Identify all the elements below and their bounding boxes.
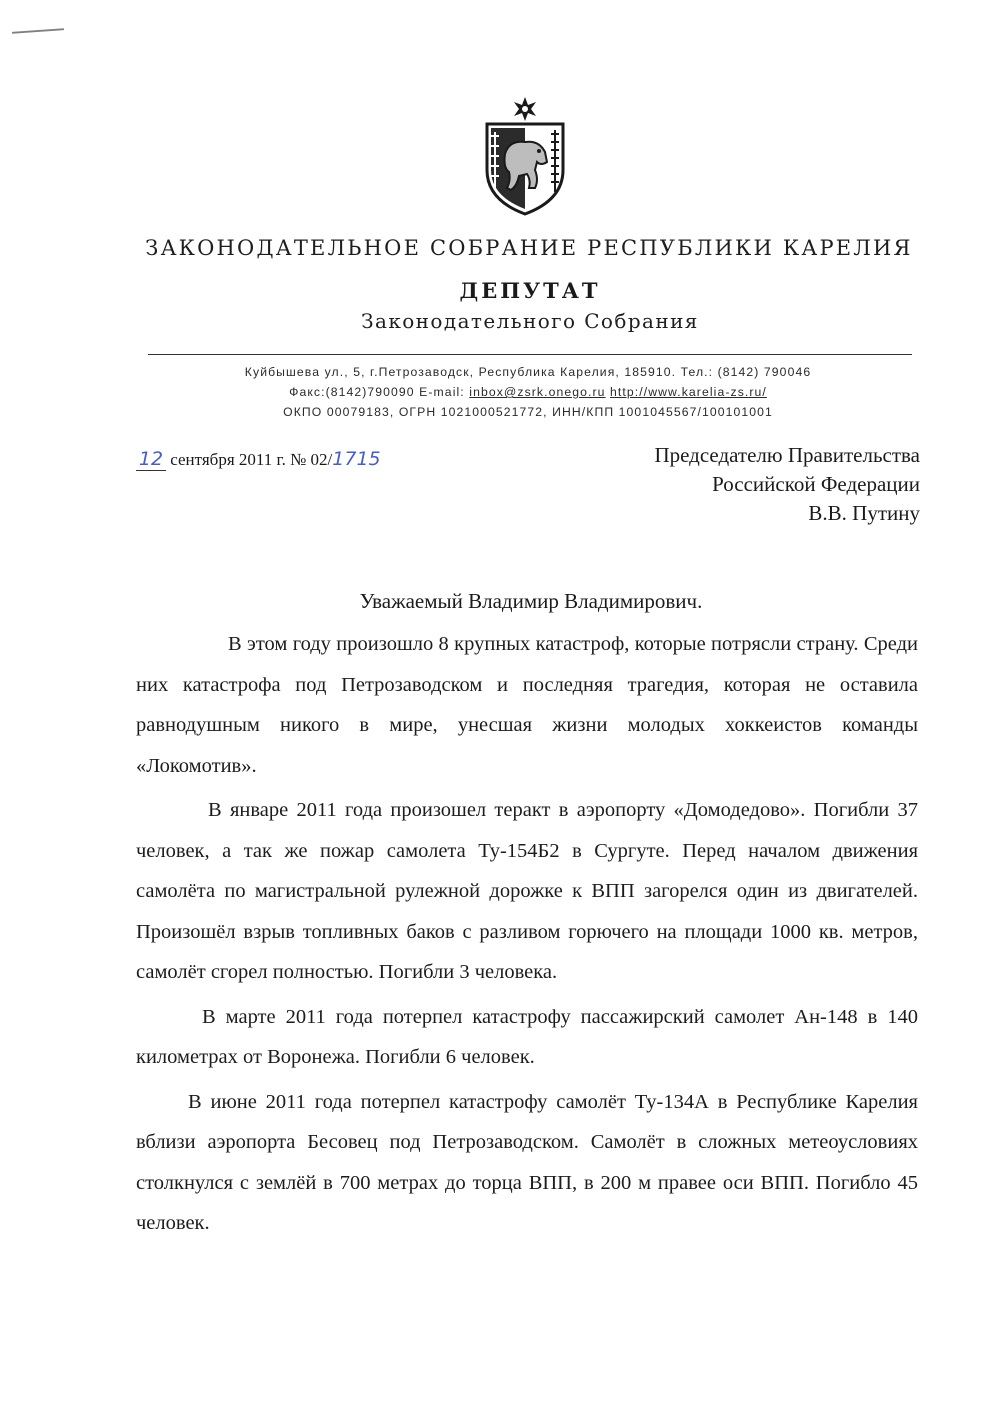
organization-name: ЗАКОНОДАТЕЛЬНОЕ СОБРАНИЕ РЕСПУБЛИКИ КАРЕЛИЯ [145, 236, 913, 260]
letter-body [136, 624, 918, 1244]
address-line: Куйбышева ул., 5, г.Петрозаводск, Республика Карелия, 185910. Тел.: (8142) 790046 [244, 365, 812, 379]
email-link[interactable]: inbox@zsrk.onego.ru [469, 385, 606, 399]
karelia-coat-of-arms-icon [469, 96, 581, 216]
scan-artifact-mark [12, 28, 64, 34]
handwritten-number: 1715 [332, 448, 381, 470]
paragraph: В январе 2011 года произошел теракт в аэропорту «Домодедово». Погибли 37 человек, а так же пожар самолета Ту-154Б2 в Сургуте. Перед началом движения самолёта по магистральной рулежной дорожке к ВПП загорелся один из двигателей. Произошёл взрыв топливных баков с разливом горючего на площади 1000 кв. метров, самолёт сгорел полностью. Погибли 3 человека. [136, 799, 918, 983]
contact-block [0, 362, 992, 422]
letter-date [136, 448, 381, 471]
header-divider [148, 354, 912, 355]
handwritten-day: 12 [136, 448, 166, 471]
paragraph: В июне 2011 года потерпел катастрофу самолёт Ту-134А в Республике Карелия вблизи аэропорта Бесовец под Петрозаводском. Самолёт в сложных метеоусловиях столкнулся с землёй в 700 метрах до торца ВПП, в 200 м правее оси ВПП. Погибло 45 человек. [136, 1090, 918, 1234]
fax-email-line [0, 382, 992, 402]
paragraph: В этом году произошло 8 крупных катастроф, которые потрясли страну. Среди них катастрофа под Петрозаводском и последняя трагедия, которая не оставила равнодушным никого в мире, унесшая жизни молодых хоккеистов команды «Локомотив». [136, 633, 918, 777]
deputy-title: ДЕПУТАТ [459, 278, 601, 303]
addressee-block [654, 441, 920, 528]
deputy-subtitle: Законодательного Собрания [361, 309, 699, 333]
addressee-line: Российской Федерации [712, 472, 920, 496]
paragraph: В марте 2011 года потерпел катастрофу пассажирский самолет Ан-148 в 140 километрах от Воронежа. Погибли 6 человек. [136, 1005, 918, 1068]
addressee-line: Председателю Правительства [654, 443, 920, 467]
registration-line: ОКПО 00079183, ОГРН 1021000521772, ИНН/КПП 1001045567/100101001 [283, 405, 773, 419]
date-text: сентября 2011 г. № 02/ [166, 450, 333, 469]
website-link[interactable]: http://www.karelia-zs.ru/ [610, 385, 767, 399]
fax-email-label: Факс:(8142)790090 E-mail: [289, 385, 470, 399]
salutation: Уважаемый Владимир Владимирович. [359, 589, 703, 613]
addressee-line: В.В. Путину [808, 501, 920, 525]
